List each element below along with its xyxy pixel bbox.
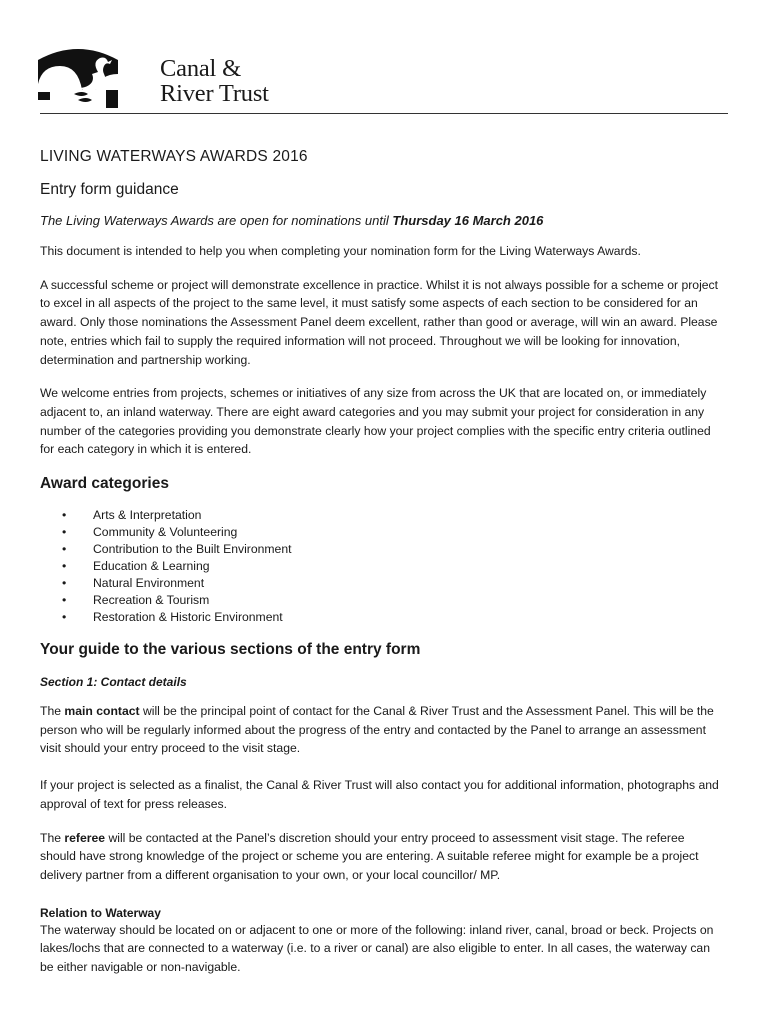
- paragraph-referee: The referee will be contacted at the Panel’s discretion should your entry proceed to assessment visit stage. The referee should have strong knowledge of the project or scheme you are entering. A suitable referee might for example be a project delivery partner from a different organisation to your own, or your local councillor/ MP.: [40, 830, 699, 882]
- list-item: • Recreation & Tourism: [62, 593, 210, 608]
- referee-term: referee: [64, 830, 106, 845]
- paragraph-excellence: A successful scheme or project will demonstrate excellence in practice. Whilst it is not always possible for a scheme or project to excel in all aspects of the project to the same level, it must satisfy some aspects of each section to be considered for an award. Only those nominations the Assessment Panel deem excellent, rather than good or average, will win an award. Please note, entries which fail to supply the required information will not proceed. Throughout we will be looking for innovation, determination and partnership working.: [40, 277, 719, 367]
- paragraph-welcome: We welcome entries from projects, schemes or initiatives of any size from across the UK that are located on, or immediately adjacent to, an inland waterway. There are eight award categories and you may submit your project for consideration in any number of the categories providing you demonstrate clearly how your project complies with the specific entry criteria outlined for each category in which it is entered.: [40, 386, 711, 457]
- paragraph-purpose: This document is intended to help you when completing your nomination form for the Living Waterways Awards.: [40, 244, 641, 258]
- main-contact-term: main contact: [64, 704, 140, 719]
- bullet-icon: •: [62, 508, 67, 523]
- list-item: • Restoration & Historic Environment: [62, 610, 283, 625]
- logo-line-2: River Trust: [160, 80, 269, 107]
- logo-line-1: Canal &: [160, 55, 241, 82]
- bullet-icon: •: [62, 576, 67, 591]
- paragraph-finalist: If your project is selected as a finalist, the Canal & River Trust will also contact you for additional information, photographs and approval of text for press releases.: [40, 778, 719, 811]
- guide-heading: Your guide to the various sections of the entry form: [40, 641, 421, 659]
- bullet-icon: •: [62, 610, 67, 625]
- award-categories-list: [40, 507, 720, 626]
- page-title: LIVING WATERWAYS AWARDS 2016: [40, 148, 308, 165]
- list-item: • Contribution to the Built Environment: [62, 542, 292, 557]
- bullet-icon: •: [62, 542, 67, 557]
- canal-river-trust-logo: [38, 44, 308, 112]
- intro-date: Thursday 16 March 2016: [392, 213, 544, 228]
- paragraph-relation: The waterway should be located on or adjacent to one or more of the following: inland river, canal, broad or beck. Projects on lakes/lochs that are connected to a waterway (i.e. to a river or canal) are also eligible to enter. In all cases, the waterway can be either navigable or non-navigable.: [40, 922, 714, 975]
- swan-icon: [38, 44, 148, 112]
- intro-line: [40, 213, 720, 228]
- header-divider: [40, 113, 728, 114]
- page-subtitle: Entry form guidance: [40, 181, 179, 198]
- bullet-icon: •: [62, 593, 67, 608]
- relation-heading: Relation to Waterway: [40, 905, 161, 920]
- paragraph-main-contact: The main contact will be the principal point of contact for the Canal & River Trust and the Assessment Panel. This will be the person who will be regularly informed about the progress of the entry and contacted by the Panel to arrange an assessment visit should your entry proceed to the visit stage.: [40, 704, 714, 756]
- bullet-icon: •: [62, 525, 67, 540]
- list-item: • Arts & Interpretation: [62, 508, 202, 523]
- bullet-icon: •: [62, 559, 67, 574]
- section-1-heading: Section 1: Contact details: [40, 675, 187, 690]
- award-categories-heading: Award categories: [40, 475, 169, 493]
- document-body: [40, 148, 720, 977]
- intro-prefix: The Living Waterways Awards are open for nominations until: [40, 213, 393, 228]
- list-item: • Natural Environment: [62, 576, 205, 591]
- list-item: • Community & Volunteering: [62, 525, 238, 540]
- list-item: • Education & Learning: [62, 559, 210, 574]
